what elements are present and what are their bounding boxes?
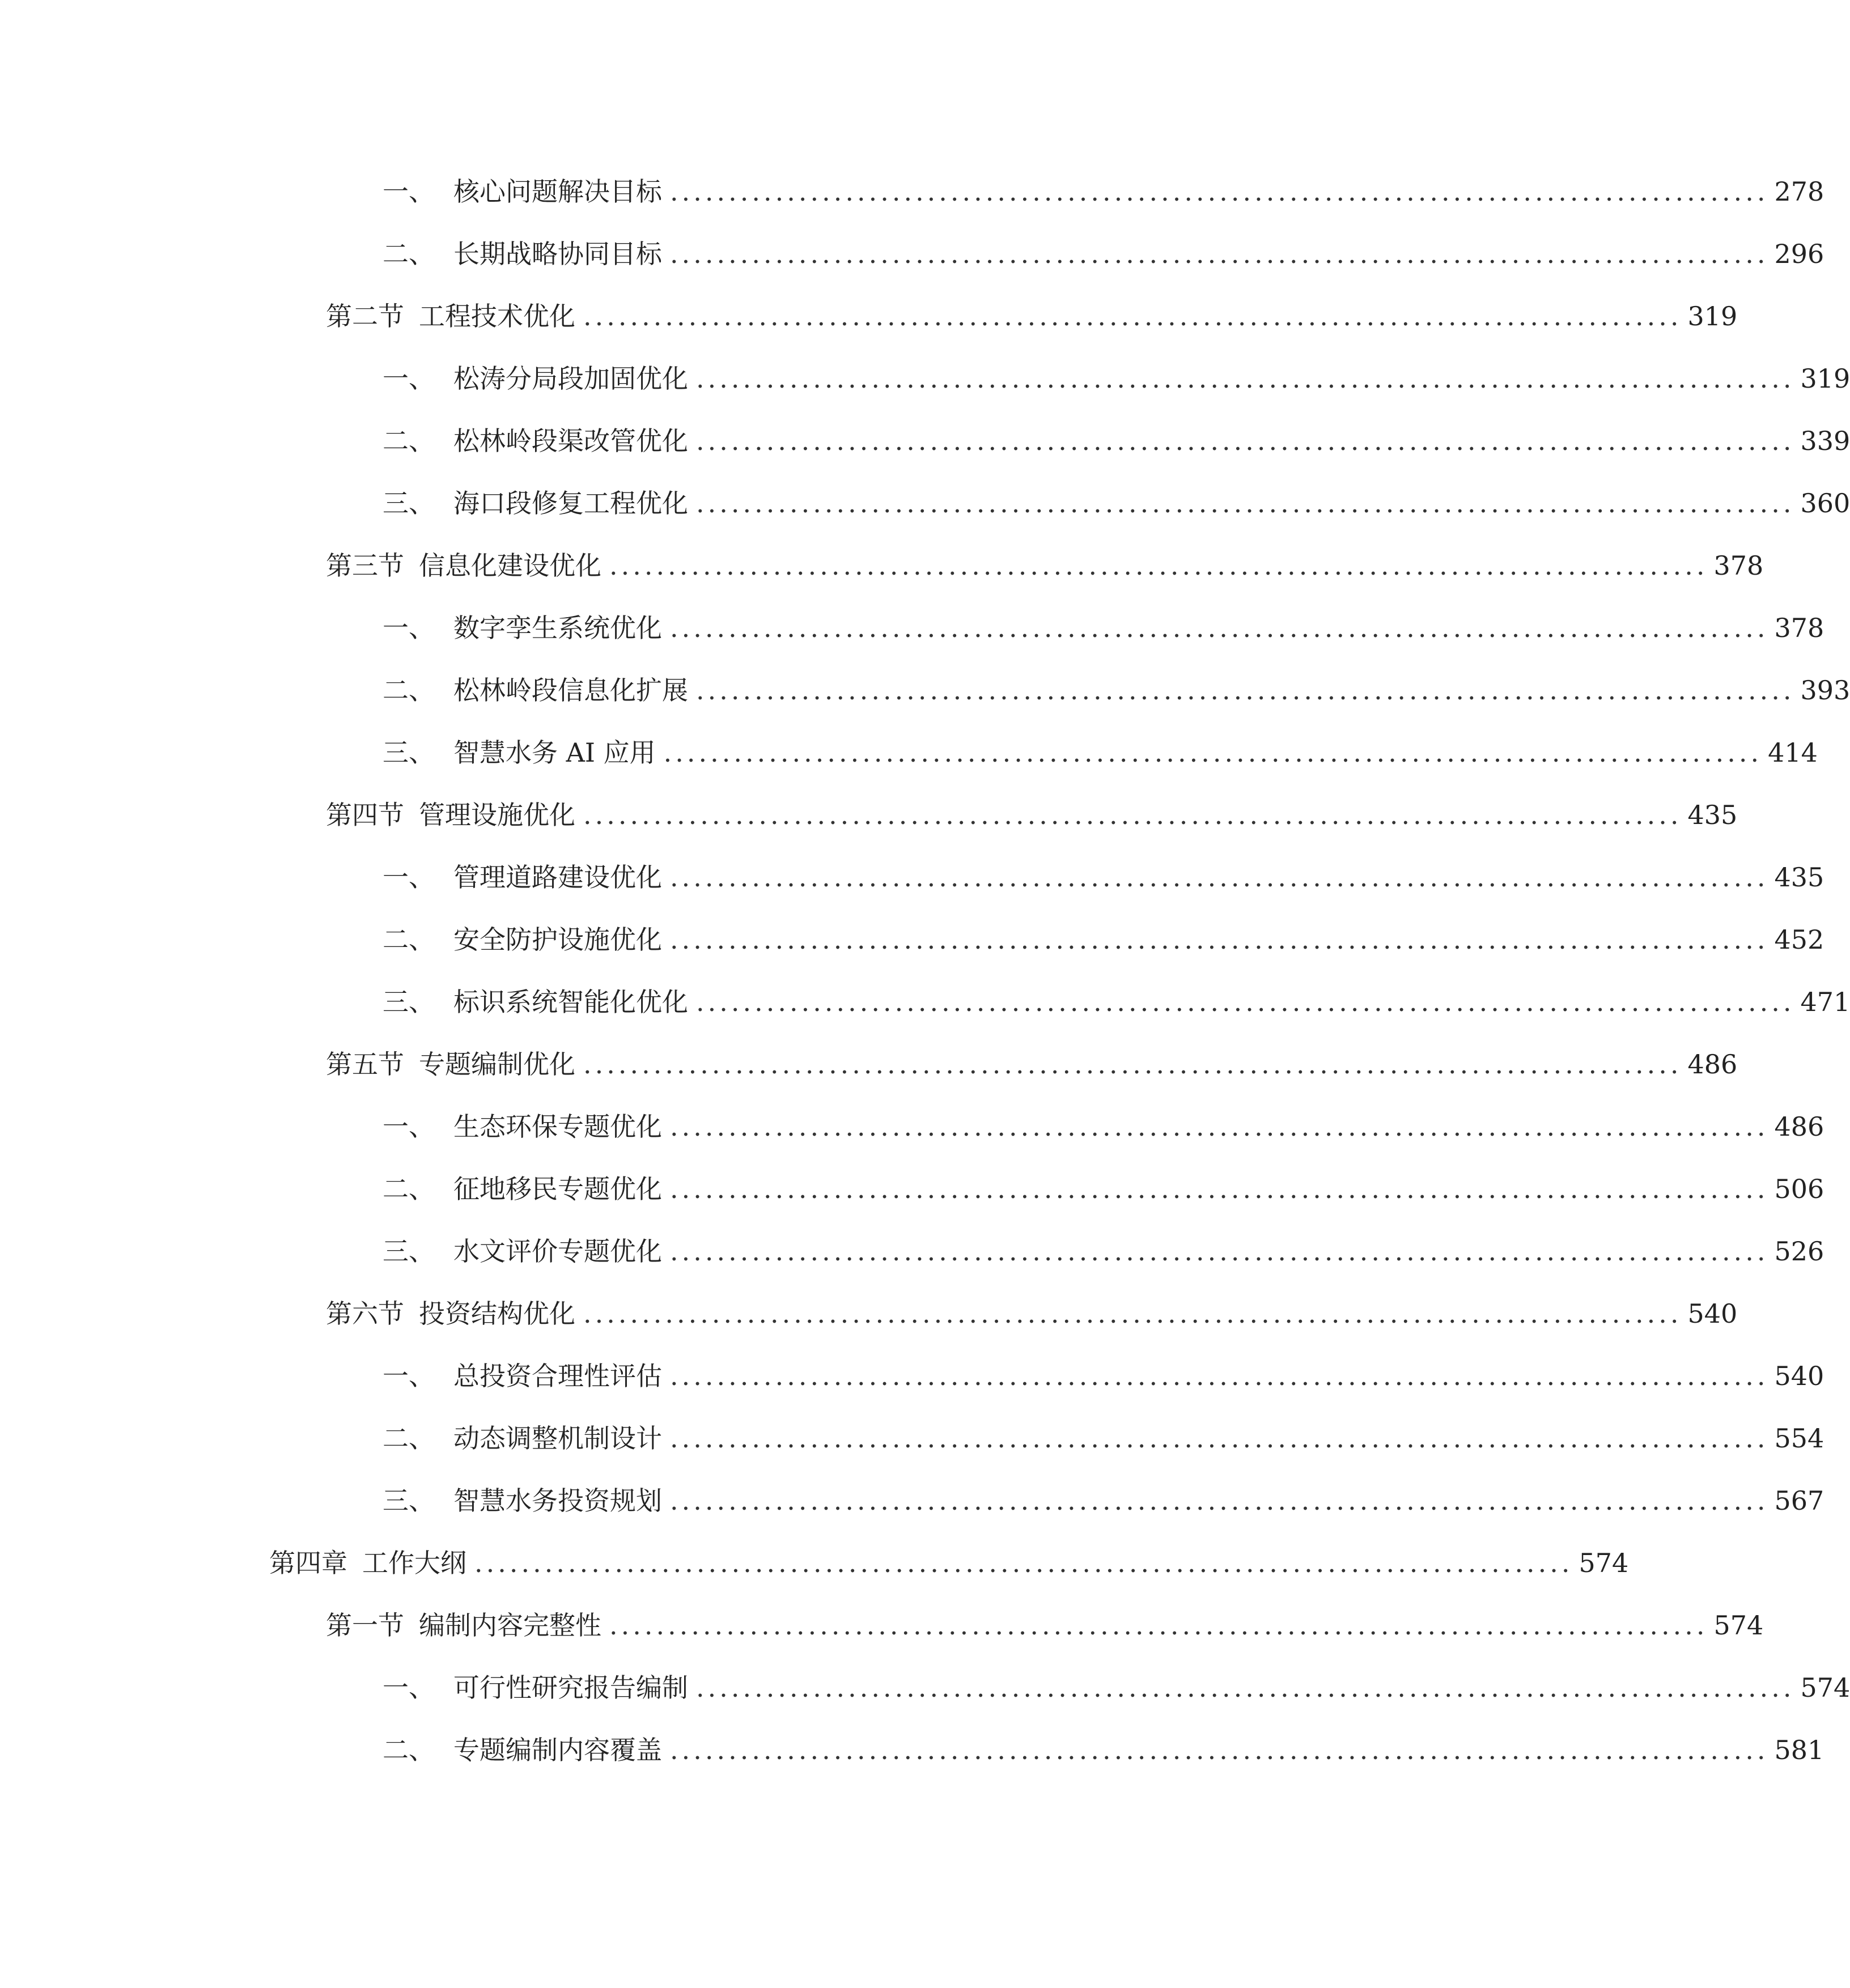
toc-entry-number: 第六节 xyxy=(326,1298,404,1329)
toc-entry-number: 三、 xyxy=(383,1236,435,1267)
toc-entry-number: 第四章 xyxy=(269,1548,347,1578)
toc-entry-title: 工作大纲 xyxy=(362,1548,466,1578)
toc-entry-page: 339 xyxy=(1800,426,1850,456)
toc-entry-title: 松林岭段信息化扩展 xyxy=(453,675,688,706)
toc-leader-dots: .............................................................................................. xyxy=(696,675,1795,706)
toc-entry[interactable] xyxy=(0,1286,1738,1332)
toc-entry-number: 二、 xyxy=(383,924,435,955)
toc-entry-number: 一、 xyxy=(383,862,435,893)
toc-entry-title: 智慧水务投资规划 xyxy=(453,1485,662,1516)
toc-entry-title: 编制内容完整性 xyxy=(419,1610,601,1641)
toc-entry-page: 278 xyxy=(1774,176,1824,207)
toc-entry-number: 二、 xyxy=(383,675,435,706)
toc-leader-dots: .............................................................................................. xyxy=(670,1735,1769,1765)
toc-entry-number: 二、 xyxy=(383,1423,435,1454)
toc-entry-title: 专题编制内容覆盖 xyxy=(453,1735,662,1765)
toc-entry-title: 动态调整机制设计 xyxy=(453,1423,662,1454)
toc-leader-dots: .............................................................................................. xyxy=(696,488,1795,519)
toc-entry-page: 435 xyxy=(1687,800,1738,830)
toc-entry-title: 松林岭段渠改管优化 xyxy=(453,426,688,456)
toc-entry[interactable] xyxy=(0,1099,1824,1145)
toc-entry[interactable] xyxy=(0,538,1764,584)
toc-entry-title: 标识系统智能化优化 xyxy=(453,987,688,1017)
toc-entry[interactable] xyxy=(0,850,1824,895)
toc-entry[interactable] xyxy=(0,1349,1824,1394)
toc-leader-dots: .............................................................................................. xyxy=(670,1423,1769,1454)
toc-entry[interactable] xyxy=(0,912,1824,958)
toc-leader-dots: .............................................................................................. xyxy=(696,426,1795,456)
toc-entry-title: 工程技术优化 xyxy=(419,301,575,332)
toc-entry-number: 第二节 xyxy=(326,301,404,332)
toc-entry[interactable] xyxy=(0,663,1850,708)
toc-entry-page: 526 xyxy=(1774,1236,1824,1267)
toc-entry[interactable] xyxy=(0,1536,1629,1581)
toc-leader-dots: .............................................................................................. xyxy=(609,1610,1708,1641)
toc-entry-number: 一、 xyxy=(383,176,435,207)
toc-entry[interactable] xyxy=(0,788,1738,833)
toc-entry-title: 征地移民专题优化 xyxy=(453,1174,662,1204)
toc-entry-page: 378 xyxy=(1774,613,1824,643)
toc-entry-number: 三、 xyxy=(383,488,435,519)
toc-leader-dots: .............................................................................................. xyxy=(670,176,1769,207)
toc-leader-dots: .............................................................................................. xyxy=(670,613,1769,643)
toc-leader-dots: .............................................................................................. xyxy=(696,1672,1795,1703)
toc-entry-title: 数字孪生系统优化 xyxy=(453,613,662,643)
toc-leader-dots: .............................................................................................. xyxy=(663,737,1763,768)
toc-entry[interactable] xyxy=(0,1660,1850,1706)
toc-entry-page: 452 xyxy=(1774,924,1824,955)
toc-entry-page: 574 xyxy=(1713,1610,1764,1641)
toc-leader-dots: .............................................................................................. xyxy=(670,1236,1769,1267)
toc-entry[interactable] xyxy=(0,725,1818,771)
toc-entry-page: 581 xyxy=(1774,1735,1824,1765)
toc-entry-number: 第五节 xyxy=(326,1049,404,1080)
toc-entry-page: 296 xyxy=(1774,239,1824,269)
toc-leader-dots: .............................................................................................. xyxy=(670,1361,1769,1391)
toc-entry-number: 一、 xyxy=(383,1672,435,1703)
toc-entry[interactable] xyxy=(0,1037,1738,1082)
toc-entry-number: 二、 xyxy=(383,239,435,269)
toc-entry-page: 574 xyxy=(1800,1672,1850,1703)
toc-leader-dots: .............................................................................................. xyxy=(670,1174,1769,1204)
toc-entry-title: 管理设施优化 xyxy=(419,800,575,830)
toc-entry-page: 574 xyxy=(1579,1548,1629,1578)
toc-entry-number: 一、 xyxy=(383,363,435,394)
toc-entry-page: 506 xyxy=(1774,1174,1824,1204)
toc-entry-number: 三、 xyxy=(383,737,435,768)
toc-entry-page: 360 xyxy=(1800,488,1850,519)
toc-entry-page: 319 xyxy=(1687,301,1738,332)
toc-leader-dots: .............................................................................................. xyxy=(696,987,1795,1017)
toc-entry[interactable] xyxy=(0,351,1850,397)
toc-entry-number: 二、 xyxy=(383,1735,435,1765)
toc-entry-number: 二、 xyxy=(383,426,435,456)
toc-leader-dots: .............................................................................................. xyxy=(583,800,1682,830)
toc-leader-dots: .............................................................................................. xyxy=(670,1485,1769,1516)
toc-leader-dots: .............................................................................................. xyxy=(583,301,1682,332)
toc-entry-title: 投资结构优化 xyxy=(419,1298,575,1329)
toc-entry[interactable] xyxy=(0,227,1824,272)
toc-entry-title: 生态环保专题优化 xyxy=(453,1111,662,1142)
toc-entry-number: 二、 xyxy=(383,1174,435,1204)
toc-entry[interactable] xyxy=(0,1598,1764,1643)
toc-entry-title: 海口段修复工程优化 xyxy=(453,488,688,519)
toc-entry-page: 393 xyxy=(1800,675,1850,706)
toc-entry[interactable] xyxy=(0,164,1824,210)
toc-leader-dots: .............................................................................................. xyxy=(583,1298,1682,1329)
toc-entry-page: 378 xyxy=(1713,550,1764,581)
toc-entry[interactable] xyxy=(0,289,1738,334)
toc-entry-number: 第三节 xyxy=(326,550,404,581)
toc-entry-page: 540 xyxy=(1774,1361,1824,1391)
toc-entry-title: 管理道路建设优化 xyxy=(453,862,662,893)
toc-leader-dots: .............................................................................................. xyxy=(474,1548,1573,1578)
toc-leader-dots: .............................................................................................. xyxy=(670,239,1769,269)
toc-entry-title: 信息化建设优化 xyxy=(419,550,601,581)
toc-entry-number: 三、 xyxy=(383,1485,435,1516)
toc-entry[interactable] xyxy=(0,476,1850,521)
toc-entry-page: 319 xyxy=(1800,363,1850,394)
toc-entry[interactable] xyxy=(0,601,1824,646)
toc-entry-number: 一、 xyxy=(383,1361,435,1391)
toc-entry[interactable] xyxy=(0,1162,1824,1207)
toc-leader-dots: .............................................................................................. xyxy=(670,862,1769,893)
toc-entry[interactable] xyxy=(0,1473,1824,1519)
toc-entry-title: 可行性研究报告编制 xyxy=(453,1672,688,1703)
toc-entry[interactable] xyxy=(0,1723,1824,1768)
toc-leader-dots: .............................................................................................. xyxy=(583,1049,1682,1080)
toc-entry-title: 安全防护设施优化 xyxy=(453,924,662,955)
toc-entry-page: 414 xyxy=(1768,737,1818,768)
toc-entry-page: 540 xyxy=(1687,1298,1738,1329)
toc-entry-number: 第一节 xyxy=(326,1610,404,1641)
toc-entry-title: 松涛分局段加固优化 xyxy=(453,363,688,394)
toc-entry-title: 总投资合理性评估 xyxy=(453,1361,662,1391)
toc-entry-number: 一、 xyxy=(383,613,435,643)
toc-entry-number: 第四节 xyxy=(326,800,404,830)
toc-entry-title: 智慧水务 AI 应用 xyxy=(453,737,656,768)
toc-entry-page: 554 xyxy=(1774,1423,1824,1454)
toc-entry-page: 486 xyxy=(1774,1111,1824,1142)
toc-entry[interactable] xyxy=(0,975,1850,1020)
toc-entry[interactable] xyxy=(0,1411,1824,1456)
toc-entry-number: 三、 xyxy=(383,987,435,1017)
toc-entry-title: 专题编制优化 xyxy=(419,1049,575,1080)
toc-leader-dots: .............................................................................................. xyxy=(696,363,1795,394)
toc-leader-dots: .............................................................................................. xyxy=(609,550,1708,581)
toc-entry-page: 435 xyxy=(1774,862,1824,893)
toc-entry[interactable] xyxy=(0,414,1850,459)
toc-entry-page: 486 xyxy=(1687,1049,1738,1080)
toc-entry-number: 一、 xyxy=(383,1111,435,1142)
toc-leader-dots: .............................................................................................. xyxy=(670,1111,1769,1142)
toc-entry[interactable] xyxy=(0,1224,1824,1269)
toc-entry-title: 水文评价专题优化 xyxy=(453,1236,662,1267)
toc-entry-page: 567 xyxy=(1774,1485,1824,1516)
toc-entry-title: 长期战略协同目标 xyxy=(453,239,662,269)
toc-leader-dots: .............................................................................................. xyxy=(670,924,1769,955)
toc-entry-page: 471 xyxy=(1800,987,1850,1017)
toc-entry-title: 核心问题解决目标 xyxy=(453,176,662,207)
